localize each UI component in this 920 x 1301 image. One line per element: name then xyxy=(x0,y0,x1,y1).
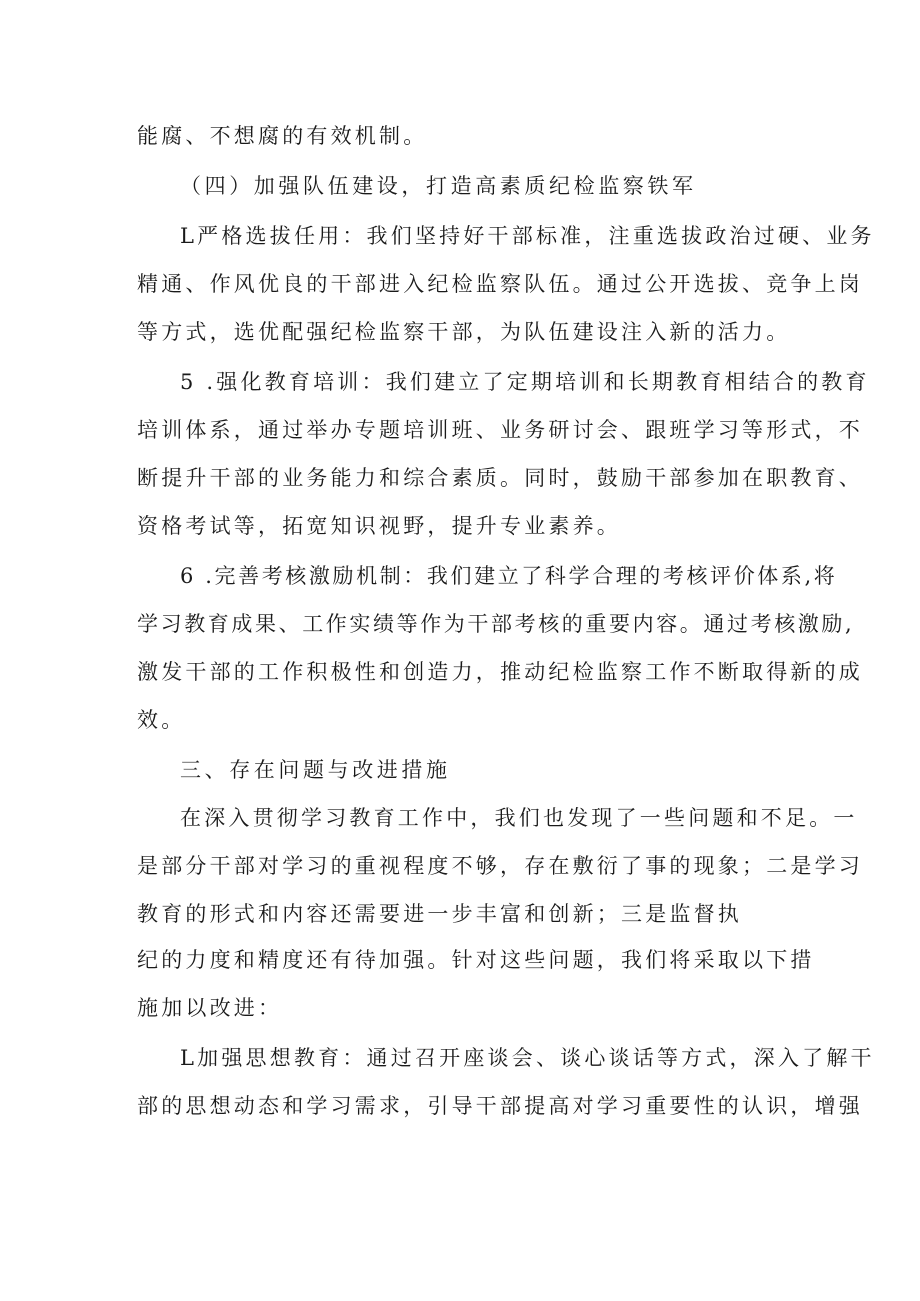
section-heading: （四）加强队伍建设，打造高素质纪检监察铁军 xyxy=(180,174,697,198)
paragraph-line: 学习教育成果、工作实绩等作为干部考核的重要内容。通过考核激励, xyxy=(137,612,855,636)
paragraph-line: 精通、作风优良的干部进入纪检监察队伍。通过公开选拔、竞争上岗 xyxy=(137,272,863,296)
paragraph-line: 部的思想动态和学习需求，引导干部提高对学习重要性的认识，增强 xyxy=(137,1094,863,1118)
paragraph-line: 资格考试等，拓宽知识视野，提升专业素养。 xyxy=(137,514,621,538)
paragraph-line: 6 .完善考核激励机制：我们建立了科学合理的考核评价体系,将 xyxy=(180,564,838,588)
paragraph-line: 能腐、不想腐的有效机制。 xyxy=(137,124,428,148)
paragraph-line: 激发干部的工作积极性和创造力，推动纪检监察工作不断取得新的成 xyxy=(137,660,863,684)
paragraph-line: 教育的形式和内容还需要进一步丰富和创新；三是监督执 xyxy=(137,902,742,926)
paragraph-line: 在深入贯彻学习教育工作中，我们也发现了一些问题和不足。一 xyxy=(180,806,858,830)
paragraph-line: 断提升干部的业务能力和综合素质。同时，鼓励干部参加在职教育、 xyxy=(137,466,863,490)
paragraph-line: L加强思想教育：通过召开座谈会、谈心谈话等方式，深入了解干 xyxy=(180,1046,875,1070)
paragraph-line: 效。 xyxy=(137,708,186,732)
paragraph-line: 等方式，选优配强纪检监察干部，为队伍建设注入新的活力。 xyxy=(137,320,791,344)
paragraph-line: L严格选拔任用：我们坚持好干部标准，注重选拔政治过硬、业务 xyxy=(180,224,875,248)
paragraph-line: 施加以改进： xyxy=(137,996,283,1020)
paragraph-line: 纪的力度和精度还有待加强。针对这些问题，我们将采取以下措 xyxy=(137,948,815,972)
paragraph-line: 培训体系，通过举办专题培训班、业务研讨会、跟班学习等形式，不 xyxy=(137,418,863,442)
paragraph-line: 5 .强化教育培训：我们建立了定期培训和长期教育相结合的教育 xyxy=(180,370,870,394)
section-heading: 三、存在问题与改进措施 xyxy=(180,758,451,782)
paragraph-line: 是部分干部对学习的重视程度不够，存在敷衍了事的现象；二是学习 xyxy=(137,854,863,878)
